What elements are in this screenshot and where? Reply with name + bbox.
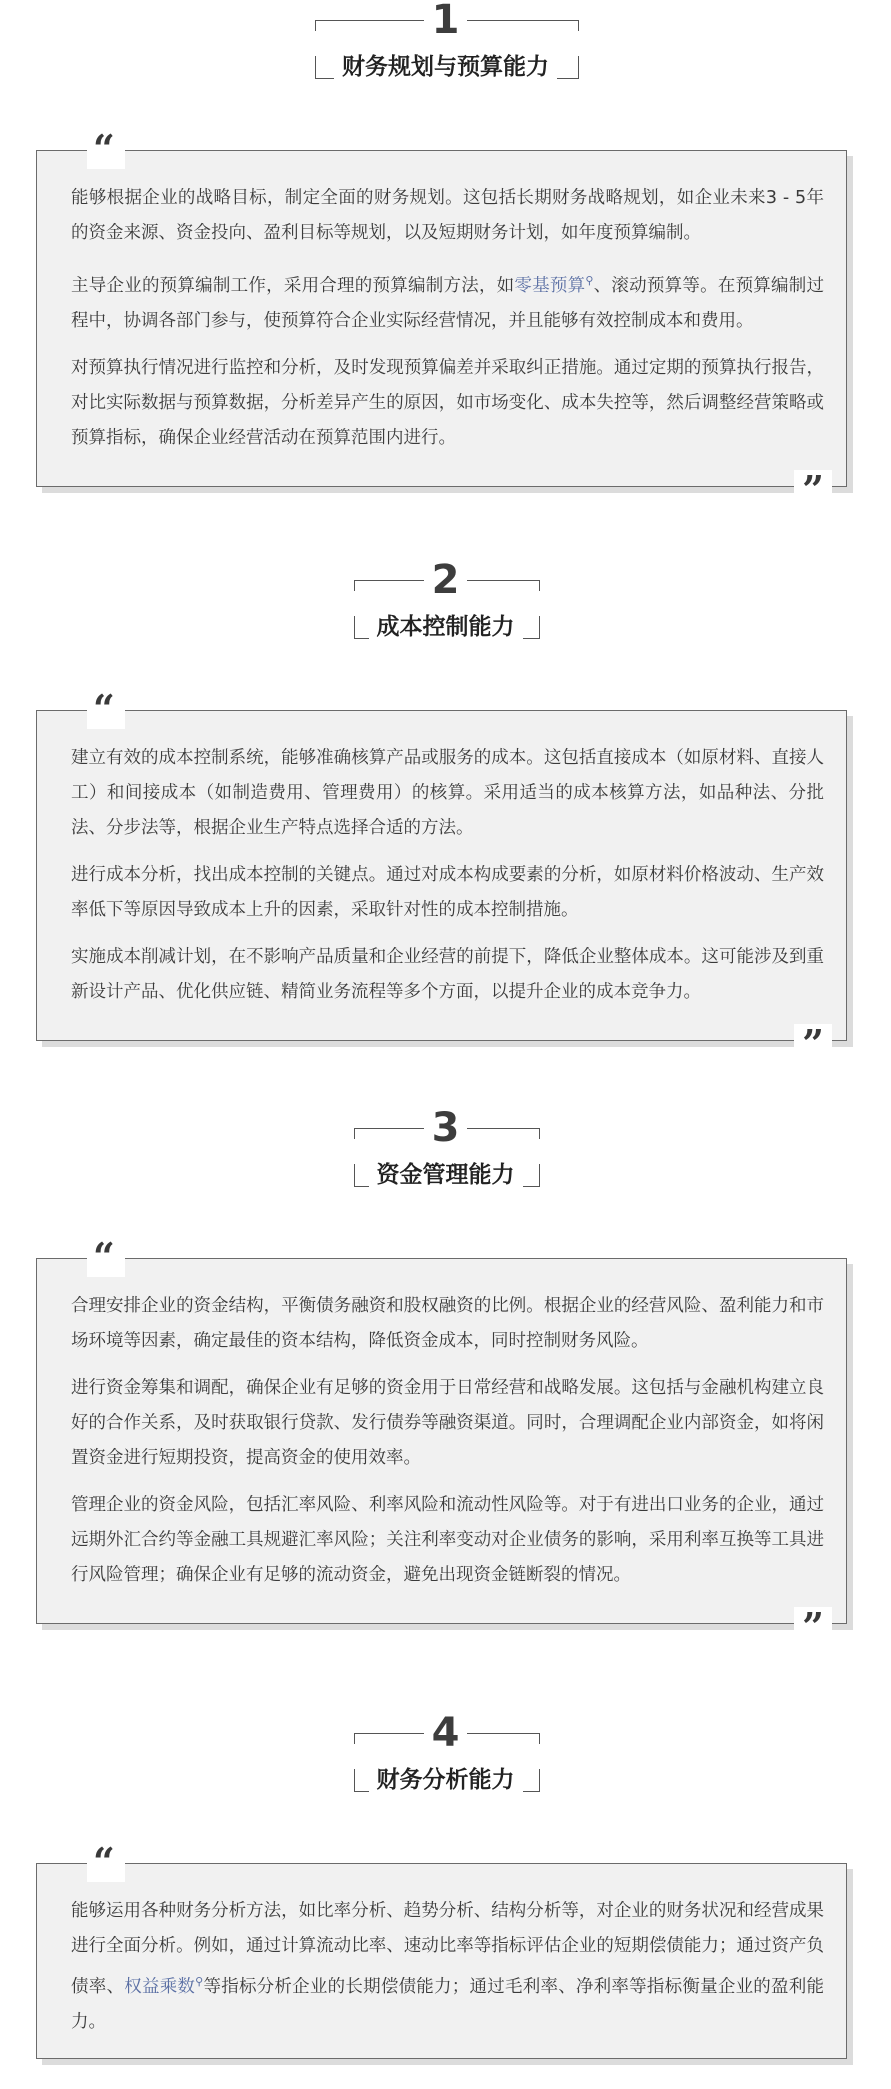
search-icon[interactable]: ⚲ xyxy=(195,1975,204,1988)
quote-open-icon: “ xyxy=(87,1842,125,1882)
section-title: 资金管理能力 xyxy=(0,1160,891,1190)
section-number: 3 xyxy=(0,1108,891,1148)
quote-box xyxy=(36,1839,847,2059)
paragraph: 能够运用各种财务分析方法，如比率分析、趋势分析、结构分析等，对企业的财务状况和经营成果进行全面分析。例如，通过计算流动比率、速动比率等指标评估企业的短期偿债能力；通过资产负债率、权益乘数⚲等指标分析企业的长期偿债能力；通过毛利率、净利率等指标衡量企业的盈利能力。 xyxy=(71,1901,825,2032)
quote-open-icon: “ xyxy=(87,689,125,729)
quote-close-icon: ” xyxy=(794,1607,832,1647)
quote-close-icon: ” xyxy=(794,470,832,510)
section-4 xyxy=(0,1710,891,2089)
section-title: 成本控制能力 xyxy=(0,612,891,642)
section-heading xyxy=(0,1710,891,1863)
quote-close-icon: ” xyxy=(794,1024,832,1064)
section-heading xyxy=(0,557,891,710)
search-icon[interactable]: ⚲ xyxy=(585,274,594,287)
paragraph: 实施成本削减计划，在不影响产品质量和企业经营的前提下，降低企业整体成本。这可能涉及到重新设计产品、优化供应链、精简业务流程等多个方面，以提升企业的成本竞争力。 xyxy=(71,947,824,1002)
section-3 xyxy=(0,1105,891,1713)
section-2 xyxy=(0,557,891,1108)
quote-box xyxy=(36,1234,847,1649)
paragraph: 进行成本分析，找出成本控制的关键点。通过对成本构成要素的分析，如原材料价格波动、生产效率低下等原因导致成本上升的因素，采取针对性的成本控制措施。 xyxy=(71,865,824,920)
paragraph: 管理企业的资金风险，包括汇率风险、利率风险和流动性风险等。对于有进出口业务的企业，通过远期外汇合约等金融工具规避汇率风险；关注利率变动对企业债务的影响，采用利率互换等工具进行风险管理；确保企业有足够的流动资金，避免出现资金链断裂的情况。 xyxy=(71,1495,824,1585)
paragraph: 建立有效的成本控制系统，能够准确核算产品或服务的成本。这包括直接成本（如原材料、直接人工）和间接成本（如制造费用、管理费用）的核算。采用适当的成本核算方法，如品种法、分批法、分步法等，根据企业生产特点选择合适的方法。 xyxy=(71,748,824,838)
equity-multiplier-link[interactable]: 权益乘数 xyxy=(124,1976,196,1997)
section-title: 财务分析能力 xyxy=(0,1765,891,1795)
paragraph: 对预算执行情况进行监控和分析，及时发现预算偏差并采取纠正措施。通过定期的预算执行报告，对比实际数据与预算数据，分析差异产生的原因，如市场变化、成本失控等，然后调整经营策略或预算指标，确保企业经营活动在预算范围内进行。 xyxy=(71,357,824,448)
paragraph: 主导企业的预算编制工作，采用合理的预算编制方法，如零基预算⚲、滚动预算等。在预算编制过程中，协调各部门参与，使预算符合企业实际经营情况，并且能够有效控制成本和费用。 xyxy=(71,274,825,331)
section-1 xyxy=(0,0,891,560)
section-number: 4 xyxy=(0,1713,891,1753)
section-heading xyxy=(0,1105,891,1258)
paragraph: 能够根据企业的战略目标，制定全面的财务规划。这包括长期财务战略规划，如企业未来3 - 5年的资金来源、资金投向、盈利目标等规划，以及短期财务计划，如年度预算编制。 xyxy=(71,188,824,243)
section-title: 财务规划与预算能力 xyxy=(0,52,891,82)
quote-box xyxy=(36,126,847,512)
section-number: 2 xyxy=(0,560,891,600)
paragraph: 进行资金筹集和调配，确保企业有足够的资金用于日常经营和战略发展。这包括与金融机构建立良好的合作关系，及时获取银行贷款、发行债券等融资渠道。同时，合理调配企业内部资金，如将闲置资金进行短期投资，提高资金的使用效率。 xyxy=(71,1378,824,1468)
quote-open-icon: “ xyxy=(87,129,125,169)
section-number: 1 xyxy=(0,0,891,40)
quote-open-icon: “ xyxy=(87,1237,125,1277)
paragraph: 合理安排企业的资金结构，平衡债务融资和股权融资的比例。根据企业的经营风险、盈利能力和市场环境等因素，确定最佳的资本结构，降低资金成本，同时控制财务风险。 xyxy=(71,1296,824,1351)
quote-box xyxy=(36,686,847,1066)
section-heading xyxy=(0,0,891,150)
zero-based-budget-link[interactable]: 零基预算 xyxy=(514,275,586,296)
